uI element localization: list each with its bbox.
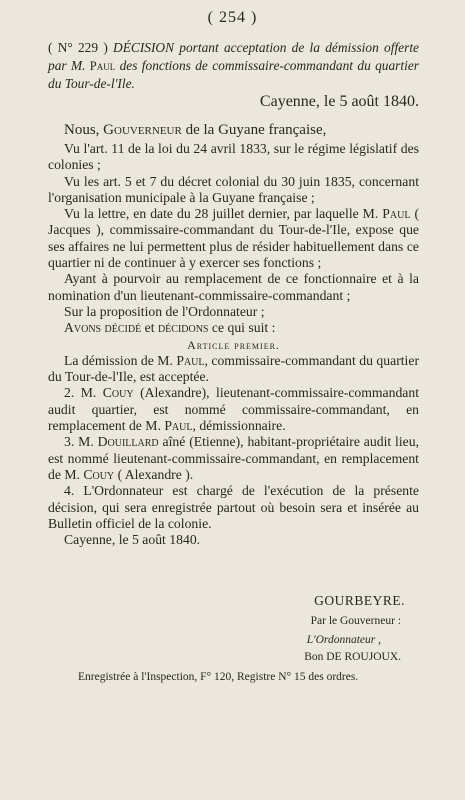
preamble-avons: [48, 320, 419, 336]
decision-heading: [48, 39, 419, 93]
avons-et: et: [144, 320, 155, 336]
a1-text-b: , commissaire-commandant du quartier du Tour-de-l'Ile, est acceptée.: [48, 352, 419, 385]
page-number: ( 254 ): [207, 9, 258, 26]
decision-title-name: Paul: [89, 58, 116, 73]
signature-roujoux: Bon DE ROUJOUX.: [304, 651, 401, 663]
preamble-ayant: Ayant à pourvoir au remplacement de ce fonctionnaire et à la nomination d'un lieutenant-commissaire-commandant ;: [48, 271, 419, 303]
a1-name: Paul: [176, 352, 205, 368]
a2-name: Couy: [102, 385, 134, 401]
article-3: [48, 434, 419, 483]
place-date: Cayenne, le 5 août 1840.: [259, 93, 419, 110]
decision-body: [48, 120, 419, 548]
registration-note: Enregistrée à l'Inspection, F° 120, Registre N° 15 des ordres.: [78, 671, 359, 683]
a3-name: Douillard: [97, 434, 159, 450]
a2-name2: Paul: [164, 418, 193, 434]
a1-text-a: La démission de M.: [64, 352, 173, 368]
closing-date: Cayenne, le 5 août 1840.: [64, 532, 201, 548]
a2-text-a: 2. M.: [64, 385, 97, 401]
a2-text-b: (Alexandre), lieutenant-commissaire-commandant audit quartier, est nommé commissaire-commandant, en remplacement de M.: [48, 385, 420, 434]
nous-text: Nous,: [64, 122, 100, 138]
avons-decide: Avons décidé: [64, 320, 142, 336]
vu3-text-b: ( Jacques ), commissaire-commandant du Tour-de-l'Ile, expose que ses affaires ne lui permettent plus de résider habituellement dans ce quartier ni de continuer à y exercer ses fonctions ;: [48, 206, 420, 271]
signature-gourbeyre: GOURBEYRE.: [314, 593, 405, 608]
nous-text-end: de la Guyane française,: [185, 122, 327, 138]
a3-text-c: ( Alexandre ).: [117, 466, 194, 482]
decision-title-part2: des fonctions de commissaire-commandant du quartier du Tour-de-l'Ile.: [48, 57, 419, 91]
ordonnateur-label: L'Ordonnateur ,: [306, 634, 381, 646]
avons-decidons: décidons: [157, 320, 209, 336]
a2-text-c: , démissionnaire.: [192, 418, 286, 434]
avons-suit: ce qui suit :: [211, 320, 276, 336]
preamble-nous: [48, 120, 419, 140]
preamble-vu-3: [48, 206, 419, 271]
a3-name2: Couy: [83, 466, 115, 482]
article-heading: Article premier.: [187, 337, 280, 352]
a3-text-b: aîné (Etienne), habitant-propriétaire audit lieu, est nommé lieutenant-commissaire-commandant, en remplacement de M.: [48, 434, 420, 482]
preamble-vu-2: Vu les art. 5 et 7 du décret colonial du 30 juin 1835, concernant l'organisation municipale à la Guyane française ;: [48, 173, 419, 205]
vu3-name: Paul: [382, 206, 411, 222]
decision-number: ( N° 229 ): [48, 40, 108, 55]
vu3-text-a: Vu la lettre, en date du 28 juillet dernier, par laquelle M.: [64, 206, 379, 222]
a3-text-a: 3. M.: [64, 434, 94, 450]
article-1: [48, 353, 419, 386]
par-le-gouverneur: Par le Gouverneur :: [310, 615, 401, 627]
gouverneur-text: Gouverneur: [103, 122, 182, 138]
article-2: [48, 385, 419, 434]
decision-title-part1: DÉCISION portant acceptation de la démission offerte par M.: [48, 40, 419, 73]
article-4: 4. L'Ordonnateur est chargé de l'exécution de la présente décision, qui sera enregistrée partout où besoin sera et insérée au Bulletin officiel de la colonie.: [48, 483, 419, 531]
preamble-vu-1: Vu l'art. 11 de la loi du 24 avril 1833, sur le régime législatif des colonies ;: [48, 141, 419, 173]
preamble-sur: Sur la proposition de l'Ordonnateur ;: [64, 303, 265, 319]
